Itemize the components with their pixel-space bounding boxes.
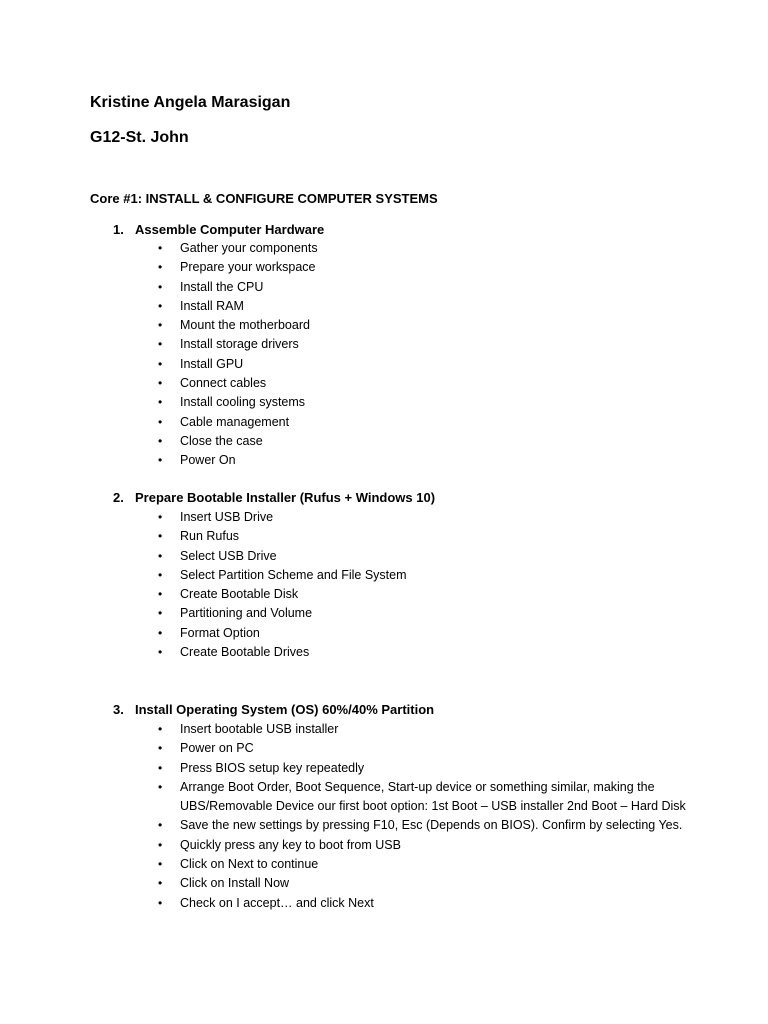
list-item	[158, 566, 688, 585]
list-item-text: Select USB Drive	[180, 548, 277, 563]
bullet-icon: •	[158, 722, 163, 736]
list-item-text: Install storage drivers	[180, 337, 299, 352]
bullet-icon: •	[158, 260, 163, 275]
list-item	[158, 451, 688, 470]
list-item	[158, 393, 688, 412]
list-item-text: Select Partition Scheme and File System	[180, 567, 407, 582]
list-item-text: Cable management	[180, 414, 290, 429]
bullet-icon: •	[158, 376, 163, 391]
list-item-text: Mount the motherboard	[180, 318, 310, 333]
list-item-text: Close the case	[180, 433, 263, 448]
step-number: 3.	[113, 702, 124, 717]
list-item-text: Check on I accept… and click Next	[180, 895, 374, 910]
list-item-text: Click on Next to continue	[180, 857, 319, 872]
bullet-icon: •	[158, 606, 163, 621]
step-list-1	[158, 239, 688, 471]
list-item	[158, 413, 688, 432]
list-item	[158, 643, 688, 662]
list-item-text: Prepare your workspace	[180, 260, 316, 275]
list-item	[158, 316, 688, 335]
list-item	[158, 836, 688, 855]
list-item	[158, 547, 688, 566]
list-item	[158, 374, 688, 393]
list-item	[158, 278, 688, 297]
list-item	[158, 355, 688, 374]
list-item	[158, 874, 688, 893]
bullet-icon: •	[158, 837, 163, 852]
list-item	[158, 335, 688, 354]
bullet-icon: •	[158, 318, 163, 333]
student-section: G12-St. John	[90, 129, 189, 146]
bullet-icon: •	[158, 279, 163, 294]
list-item	[158, 527, 688, 546]
list-item-text: Create Bootable Disk	[180, 587, 299, 602]
list-item	[158, 739, 688, 758]
list-item-text: Press BIOS setup key repeatedly	[180, 760, 365, 775]
bullet-icon: •	[158, 779, 163, 794]
bullet-icon: •	[158, 453, 163, 468]
list-item-text: Install cooling systems	[180, 395, 306, 410]
list-item-text: Click on Install Now	[180, 876, 290, 891]
step-heading-2	[113, 490, 435, 505]
list-item	[158, 585, 688, 604]
bullet-icon: •	[158, 356, 163, 371]
list-item-text: Insert bootable USB installer	[180, 722, 339, 736]
list-item	[158, 604, 688, 623]
list-item	[158, 508, 688, 527]
step-list-2	[158, 508, 688, 662]
list-item-text: Power On	[180, 453, 236, 468]
list-item-text: Install RAM	[180, 298, 244, 313]
list-item-text: Run Rufus	[180, 529, 240, 544]
list-item	[158, 258, 688, 277]
bullet-icon: •	[158, 298, 163, 313]
bullet-icon: •	[158, 414, 163, 429]
list-item	[158, 297, 688, 316]
bullet-icon: •	[158, 857, 163, 872]
list-item	[158, 432, 688, 451]
step-list-3	[158, 720, 688, 913]
step-title: Prepare Bootable Installer (Rufus + Windows 10)	[135, 490, 436, 505]
bullet-icon: •	[158, 876, 163, 891]
list-item	[158, 720, 688, 739]
list-item	[158, 239, 688, 258]
list-item	[158, 624, 688, 643]
list-item-text: Install the CPU	[180, 279, 264, 294]
bullet-icon: •	[158, 548, 163, 563]
bullet-icon: •	[158, 625, 163, 640]
step-number: 1.	[113, 222, 124, 237]
list-item	[158, 759, 688, 778]
step-title: Assemble Computer Hardware	[135, 222, 325, 237]
bullet-icon: •	[158, 587, 163, 602]
bullet-icon: •	[158, 895, 163, 910]
list-item-text: Connect cables	[180, 376, 267, 391]
list-item	[158, 816, 688, 835]
list-item	[158, 894, 688, 913]
step-heading-1	[113, 222, 324, 237]
list-item	[158, 855, 688, 874]
bullet-icon: •	[158, 395, 163, 410]
core-title: Core #1: INSTALL & CONFIGURE COMPUTER SYSTEMS	[90, 191, 438, 206]
list-item-text: Create Bootable Drives	[180, 645, 310, 660]
step-number: 2.	[113, 490, 124, 505]
list-item-text: Arrange Boot Order, Boot Sequence, Start-up device or something similar, making the UBS/Removable Device our first boot option: 1st Boot – USB installer 2nd Boot – Hard Disk	[180, 779, 686, 814]
list-item-text: Partitioning and Volume	[180, 606, 313, 621]
list-item	[158, 778, 688, 817]
bullet-icon: •	[158, 433, 163, 448]
list-item-text: Quickly press any key to boot from USB	[180, 837, 401, 852]
list-item-text: Insert USB Drive	[180, 510, 274, 524]
bullet-icon: •	[158, 241, 163, 255]
bullet-icon: •	[158, 741, 163, 756]
bullet-icon: •	[158, 567, 163, 582]
bullet-icon: •	[158, 510, 163, 524]
student-name: Kristine Angela Marasigan	[90, 94, 291, 111]
list-item-text: Format Option	[180, 625, 260, 640]
step-heading-3	[113, 702, 434, 717]
list-item-text: Save the new settings by pressing F10, Esc (Depends on BIOS). Confirm by selecting Yes.	[180, 818, 683, 833]
bullet-icon: •	[158, 529, 163, 544]
list-item-text: Gather your components	[180, 241, 318, 255]
list-item-text: Power on PC	[180, 741, 254, 756]
list-item-text: Install GPU	[180, 356, 244, 371]
bullet-icon: •	[158, 337, 163, 352]
bullet-icon: •	[158, 645, 163, 660]
bullet-icon: •	[158, 818, 163, 833]
step-title: Install Operating System (OS) 60%/40% Partition	[135, 702, 435, 717]
bullet-icon: •	[158, 760, 163, 775]
